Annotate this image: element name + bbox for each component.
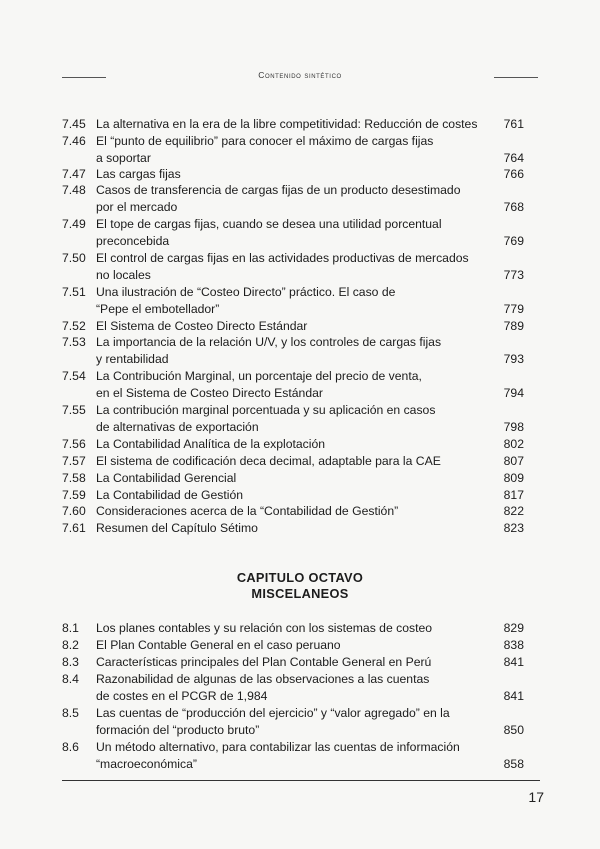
entry-page: 838 (503, 638, 524, 652)
entry-page: 802 (503, 437, 524, 451)
entry-number: 7.57 (62, 454, 86, 468)
entry-title: La Contribución Marginal, un porcentaje del precio de venta, en el Sistema de Costeo Directo Estándar (96, 369, 422, 400)
toc-entry[interactable] (62, 705, 524, 738)
entry-number: 7.48 (62, 183, 86, 197)
entry-page: 768 (503, 199, 524, 214)
toc-entry[interactable] (62, 654, 524, 671)
entry-title: La importancia de la relación U/V, y los controles de cargas fijas y rentabilidad (96, 335, 442, 366)
entry-page: 773 (503, 267, 524, 282)
entry-page: 841 (503, 688, 524, 703)
entry-title: La Contabilidad Gerencial (96, 471, 237, 485)
entry-number: 8.4 (62, 672, 79, 686)
entry-title: El tope de cargas fijas, cuando se desea una utilidad porcentual preconcebida (96, 217, 442, 248)
entry-page: 809 (503, 471, 524, 485)
entry-page: 822 (503, 504, 524, 518)
toc-entry[interactable] (62, 368, 524, 401)
entry-number: 8.6 (62, 740, 79, 754)
entry-page: 858 (503, 756, 524, 771)
toc-entry[interactable] (62, 250, 524, 283)
entry-title: El sistema de codificación deca decimal, adaptable para la CAE (96, 454, 441, 468)
toc-entry[interactable] (62, 637, 524, 654)
entry-title: La Contabilidad Analítica de la explotación (96, 437, 326, 451)
entry-number: 8.2 (62, 638, 79, 652)
entry-page: 817 (503, 488, 524, 502)
toc-entry[interactable] (62, 334, 524, 367)
chapter-heading: CAPITULO OCTAVO (236, 570, 364, 585)
page-number: 17 (528, 789, 544, 805)
entry-page: 850 (503, 722, 524, 737)
entry-number: 7.50 (62, 251, 86, 265)
entry-title: Los planes contables y su relación con los sistemas de costeo (96, 621, 433, 635)
header-rule-right (494, 77, 538, 78)
entry-number: 7.53 (62, 335, 86, 349)
footer-rule (62, 780, 540, 781)
entry-page: 769 (503, 233, 524, 248)
entry-page: 841 (503, 655, 524, 669)
entry-title: La Contabilidad de Gestión (96, 488, 244, 502)
entry-number: 7.45 (62, 117, 86, 131)
toc-entry[interactable] (62, 318, 524, 335)
toc-entry[interactable] (62, 402, 524, 435)
entry-page: 761 (503, 117, 524, 131)
entry-number: 7.56 (62, 437, 86, 451)
chapter-subheading: MISCELANEOS (251, 586, 349, 601)
entry-page: 829 (503, 621, 524, 635)
entry-number: 7.46 (62, 134, 86, 148)
entry-number: 7.58 (62, 471, 86, 485)
entry-title: La alternativa en la era de la libre competitividad: Reducción de costes (96, 117, 478, 131)
entry-title: El control de cargas fijas en las actividades productivas de mercados no locales (96, 251, 469, 282)
toc-entry[interactable] (62, 133, 524, 166)
entry-number: 8.5 (62, 706, 79, 720)
entry-page: 794 (503, 385, 524, 400)
entry-title: Características principales del Plan Contable General en Perú (96, 655, 432, 669)
entry-number: 7.59 (62, 488, 86, 502)
entry-number: 7.54 (62, 369, 86, 383)
entry-title: La contribución marginal porcentuada y su aplicación en casos de alternativas de exportación (96, 403, 436, 434)
entry-title: Casos de transferencia de cargas fijas de un producto desestimado por el mercado (96, 183, 461, 214)
entry-title: Una ilustración de “Costeo Directo” práctico. El caso de “Pepe el embotellador” (96, 285, 396, 316)
toc-entry[interactable] (62, 671, 524, 704)
entry-page: 793 (503, 351, 524, 366)
entry-number: 7.51 (62, 285, 86, 299)
entry-number: 8.1 (62, 621, 79, 635)
entry-page: 766 (503, 167, 524, 181)
entry-title: Las cargas fijas (96, 167, 181, 181)
entry-page: 807 (503, 454, 524, 468)
entry-title: Un método alternativo, para contabilizar las cuentas de información “macroeconómica” (96, 740, 460, 771)
entry-number: 8.3 (62, 655, 79, 669)
entry-number: 7.61 (62, 521, 86, 535)
entry-number: 7.55 (62, 403, 86, 417)
entry-page: 779 (503, 301, 524, 316)
entry-page: 823 (503, 521, 524, 535)
toc-entry[interactable] (62, 436, 524, 453)
entry-page: 798 (503, 419, 524, 434)
entry-page: 764 (503, 150, 524, 165)
entry-title: El “punto de equilibrio” para conocer el máximo de cargas fijas a soportar (96, 134, 434, 165)
toc-entry[interactable] (62, 166, 524, 183)
entry-title: El Sistema de Costeo Directo Estándar (96, 319, 308, 333)
entry-number: 7.47 (62, 167, 86, 181)
toc-entry[interactable] (62, 116, 524, 133)
entry-title: Razonabilidad de algunas de las observaciones a las cuentas de costes en el PCGR de 1,984 (96, 672, 430, 703)
entry-title: Consideraciones acerca de la “Contabilidad de Gestión” (96, 504, 399, 518)
running-header: Contenido sintético (258, 70, 342, 80)
entry-number: 7.52 (62, 319, 86, 333)
entry-title: Resumen del Capítulo Sétimo (96, 521, 258, 535)
toc-entry[interactable] (62, 470, 524, 487)
toc-entry[interactable] (62, 182, 524, 215)
toc-entry[interactable] (62, 739, 524, 772)
toc-entry[interactable] (62, 503, 524, 520)
toc-entry[interactable] (62, 216, 524, 249)
entry-number: 7.49 (62, 217, 86, 231)
toc-entry[interactable] (62, 487, 524, 504)
entry-title: Las cuentas de “producción del ejercicio” y “valor agregado” en la formación del “producto bruto” (96, 706, 450, 737)
entry-number: 7.60 (62, 504, 86, 518)
entry-title: El Plan Contable General en el caso peruano (96, 638, 341, 652)
toc-entry[interactable] (62, 453, 524, 470)
toc-entry[interactable] (62, 284, 524, 317)
entry-page: 789 (503, 319, 524, 333)
toc-entry[interactable] (62, 620, 524, 637)
toc-entry[interactable] (62, 520, 524, 537)
